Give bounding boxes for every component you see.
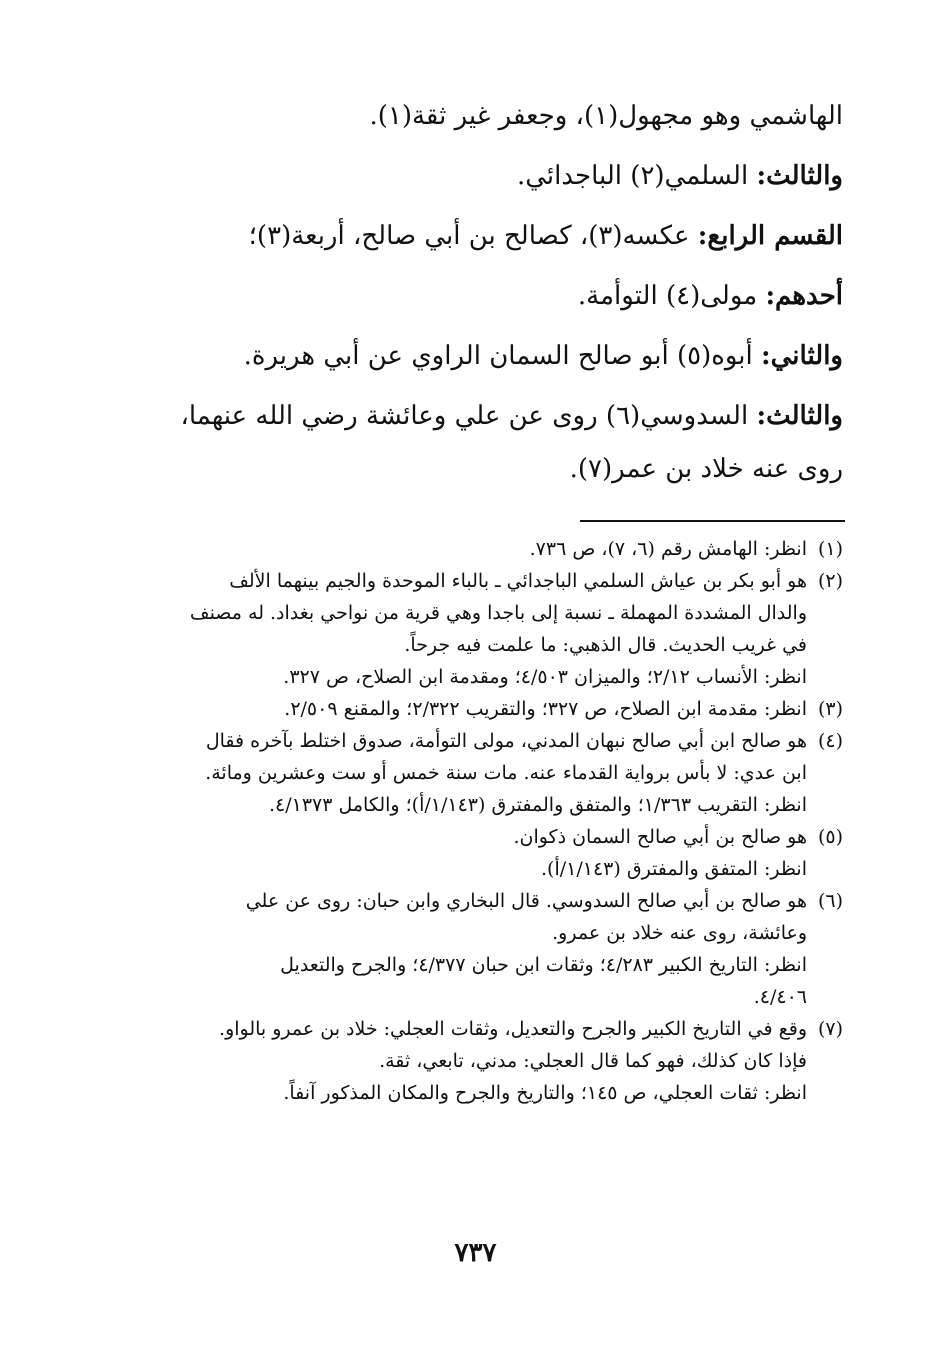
footnote-1 — [108, 533, 843, 565]
main-line-6: والثالث: السدوسي(٦) روى عن علي وعائشة رضي الله عنهما، — [180, 401, 843, 431]
page-number: ٧٣٧ — [454, 1238, 497, 1268]
footnote-number: (١) — [817, 538, 843, 560]
footnote-line: هو أبو بكر بن عياش السلمي الباجدائي ـ بالباء الموحدة والجيم بينهما الألف — [229, 570, 807, 592]
lead-term: والثالث: — [756, 161, 843, 191]
main-text — [108, 86, 843, 492]
footnote-5 — [108, 821, 843, 885]
lead-term: والثاني: — [761, 341, 843, 371]
footnote-4 — [108, 725, 843, 821]
footnote-number: (٦) — [817, 890, 843, 912]
footnote-line: والدال المشددة المهملة ـ نسبة إلى باجدا وهي قرية من نواحي بغداد. له مصنف — [189, 602, 807, 624]
footnote-line: فإذا كان كذلك، فهو كما قال العجلي: مدني، تابعي، ثقة. — [379, 1050, 807, 1072]
main-line-3: القسم الرابع: عكسه(٣)، كصالح بن أبي صالح، أربعة(٣)؛ — [248, 221, 843, 251]
main-line-5: والثاني: أبوه(٥) أبو صالح السمان الراوي عن أبي هريرة. — [243, 341, 843, 371]
main-line-1: الهاشمي وهو مجهول(١)، وجعفر غير ثقة(١). — [369, 101, 843, 131]
footnote-3 — [108, 693, 843, 725]
footnote-line: وعائشة، روى عنه خلاد بن عمرو. — [552, 922, 807, 944]
footnote-line: في غريب الحديث. قال الذهبي: ما علمت فيه جرحاً. — [404, 634, 807, 656]
footnote-line: انظر: التقريب ١/٣٦٣؛ والمتفق والمفترق (١/١٤٣/أ)؛ والكامل ٤/١٣٧٣. — [268, 794, 807, 816]
footnote-number: (٤) — [817, 730, 843, 752]
main-line-4: أحدهم: مولى(٤) التوأمة. — [577, 281, 843, 311]
footnote-divider — [580, 520, 845, 522]
footnote-number: (٣) — [817, 698, 843, 720]
footnote-7 — [108, 1013, 843, 1109]
footnote-line: انظر: الهامش رقم (٦، ٧)، ص ٧٣٦. — [529, 538, 807, 560]
footnote-line: انظر: التاريخ الكبير ٤/٢٨٣؛ وثقات ابن حبان ٤/٣٧٧؛ والجرح والتعديل — [280, 954, 807, 976]
footnote-line: هو صالح بن أبي صالح السمان ذكوان. — [513, 826, 807, 848]
footnote-line: وقع في التاريخ الكبير والجرح والتعديل، وثقات العجلي: خلاد بن عمرو بالواو. — [219, 1018, 807, 1040]
footnote-6 — [108, 885, 843, 1013]
footnote-number: (٢) — [817, 570, 843, 592]
footnote-line: انظر: الأنساب ٢/١٢؛ والميزان ٤/٥٠٣؛ ومقدمة ابن الصلاح، ص ٣٢٧. — [283, 666, 807, 688]
main-line-7: روى عنه خلاد بن عمر(٧). — [569, 454, 843, 484]
footnote-line: ٤/٤٠٦. — [753, 986, 807, 1008]
footnote-line: هو صالح ابن أبي صالح نبهان المدني، مولى التوأمة، صدوق اختلط بآخره فقال — [205, 730, 807, 752]
lead-term: أحدهم: — [765, 281, 843, 311]
main-line-2: والثالث: السلمي(٢) الباجدائي. — [517, 161, 843, 191]
footnote-line: هو صالح بن أبي صالح السدوسي. قال البخاري وابن حبان: روى عن علي — [245, 890, 807, 912]
footnote-2 — [108, 565, 843, 693]
footnote-line: انظر: المتفق والمفترق (١/١٤٣/أ). — [541, 858, 807, 880]
footnote-number: (٥) — [817, 826, 843, 848]
lead-term: القسم الرابع: — [697, 221, 843, 251]
footnote-number: (٧) — [817, 1018, 843, 1040]
footnote-line: ابن عدي: لا بأس برواية القدماء عنه. مات سنة خمس أو ست وعشرين ومائة. — [205, 762, 807, 784]
footnote-line: انظر: مقدمة ابن الصلاح، ص ٣٢٧؛ والتقريب ٢/٣٢٢؛ والمقنع ٢/٥٠٩. — [284, 698, 807, 720]
footnote-line: انظر: ثقات العجلي، ص ١٤٥؛ والتاريخ والجرح والمكان المذكور آنفاً. — [283, 1082, 807, 1104]
footnotes — [108, 533, 843, 1109]
lead-term: والثالث: — [756, 401, 843, 431]
